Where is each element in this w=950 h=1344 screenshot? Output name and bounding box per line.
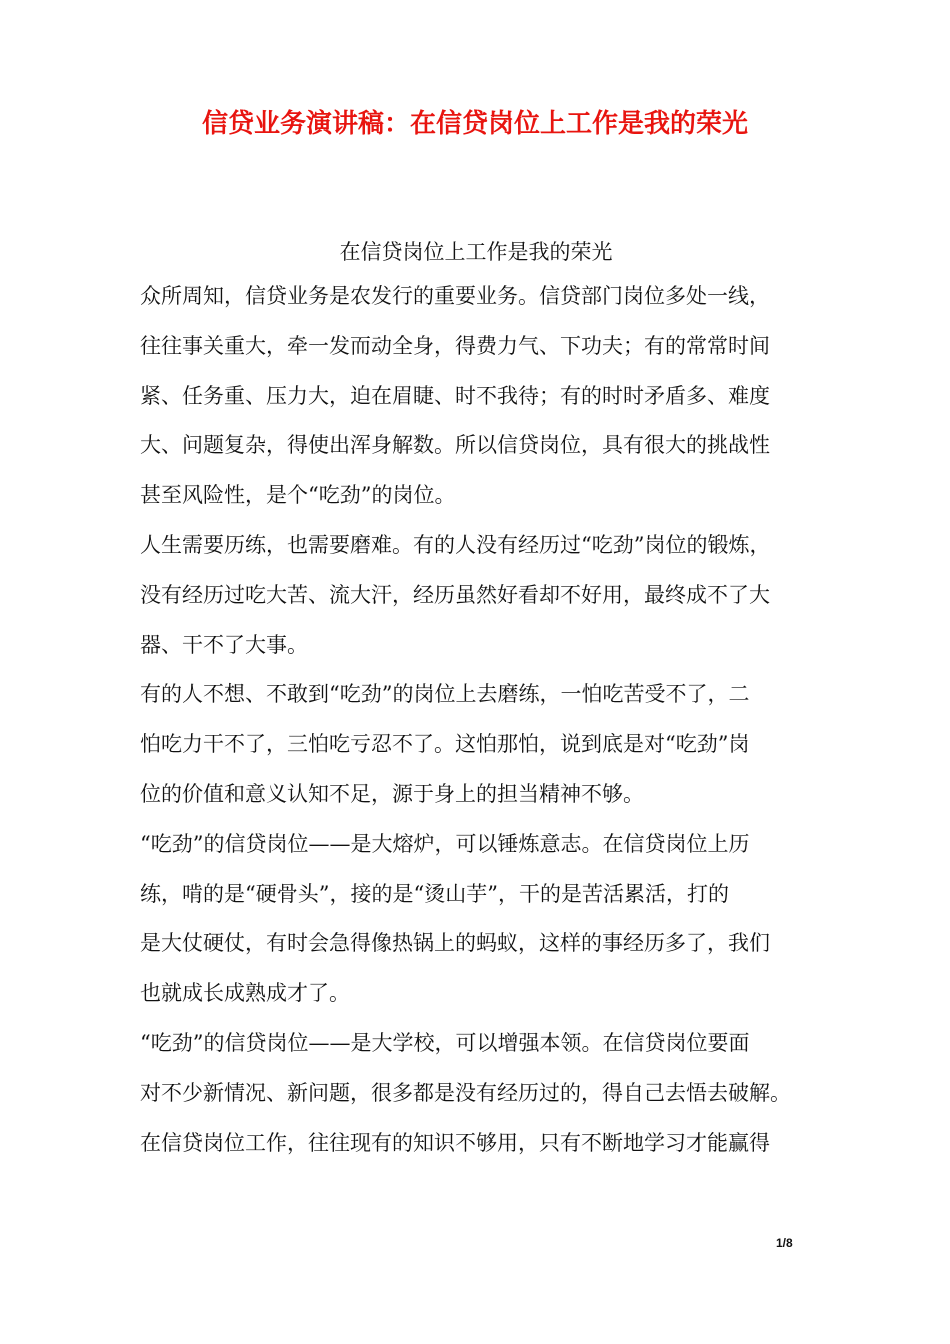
page-number: 1/8 [776,1236,793,1250]
text-line: 紧、任务重、压力大，迫在眉睫、时不我待；有的时时矛盾多、难度 [140,383,770,408]
document-title: 信贷业务演讲稿：在信贷岗位上工作是我的荣光 [201,109,748,139]
text-line: 练，啃的是“硬骨头”，接的是“烫山芋”，干的是苦活累活，打的 [140,881,729,906]
text-line: 位的价值和意义认知不足，源于身上的担当精神不够。 [140,781,644,806]
text-line: “吃劲”的信贷岗位——是大熔炉，可以锤炼意志。在信贷岗位上历 [140,831,750,856]
text-line: 大、问题复杂，得使出浑身解数。所以信贷岗位，具有很大的挑战性 [140,433,770,458]
text-line: 在信贷岗位工作，往往现有的知识不够用，只有不断地学习才能赢得 [140,1130,770,1155]
text-line: 甚至风险性，是个“吃劲”的岗位。 [140,483,456,508]
text-line: 往往事关重大，牵一发而动全身，得费力气、下功夫；有的常常时间 [140,333,770,358]
text-line: 有的人不想、不敢到“吃劲”的岗位上去磨练，一怕吃苦受不了，二 [140,682,750,707]
document-subtitle: 在信贷岗位上工作是我的荣光 [339,240,613,264]
text-line: 怕吃力干不了，三怕吃亏忍不了。这怕那怕，说到底是对“吃劲”岗 [140,732,750,757]
text-line: 人生需要历练，也需要磨难。有的人没有经历过“吃劲”岗位的锻炼， [140,532,771,557]
text-line: 对不少新情况、新问题，很多都是没有经历过的，得自己去悟去破解。 [140,1080,791,1105]
text-line: 没有经历过吃大苦、流大汗，经历虽然好看却不好用，最终成不了大 [140,582,770,607]
document-body [140,232,812,1168]
text-line: 众所周知，信贷业务是农发行的重要业务。信贷部门岗位多处一线， [140,284,770,308]
text-line: “吃劲”的信贷岗位——是大学校，可以增强本领。在信贷岗位要面 [140,1030,750,1055]
text-line: 也就成长成熟成才了。 [140,981,350,1006]
text-line: 是大仗硬仗，有时会急得像热锅上的蚂蚁，这样的事经历多了，我们 [140,931,770,956]
text-line: 器、干不了大事。 [140,632,308,657]
